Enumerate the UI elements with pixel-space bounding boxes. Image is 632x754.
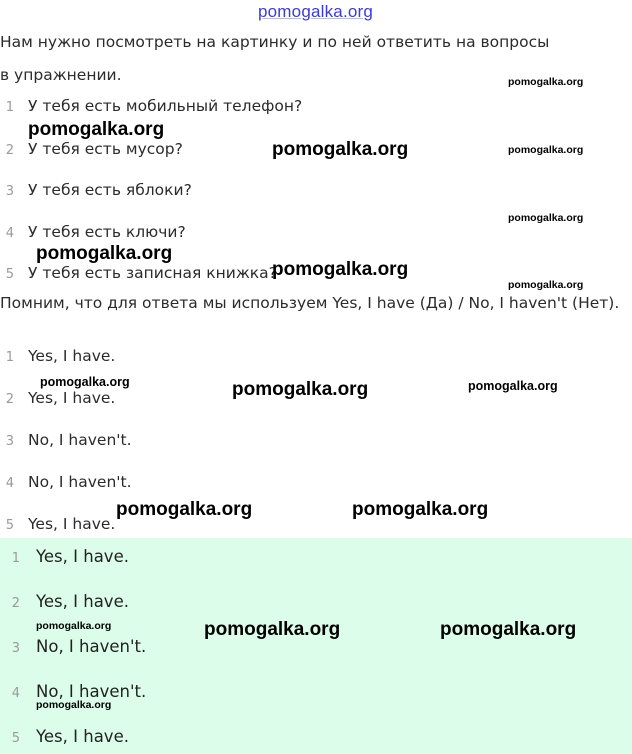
answer-text: Yes, I have. (28, 347, 116, 365)
watermark: pomogalka.org (352, 499, 489, 520)
item-number: 5 (5, 518, 14, 533)
watermark: pomogalka.org (508, 144, 584, 156)
list-item (0, 139, 183, 158)
list-item (0, 514, 115, 533)
watermark: pomogalka.org (40, 375, 130, 389)
watermark: pomogalka.org (508, 279, 584, 291)
item-number: 3 (11, 641, 20, 656)
question-text: У тебя есть яблоки? (28, 181, 192, 199)
list-item (0, 547, 129, 566)
watermark: pomogalka.org (468, 379, 558, 393)
watermark: pomogalka.org (440, 619, 577, 640)
item-number: 1 (5, 350, 14, 365)
item-number: 3 (5, 184, 14, 199)
item-number: 2 (5, 392, 14, 407)
item-number: 3 (5, 434, 14, 449)
list-item (0, 637, 146, 656)
list-item (0, 346, 115, 365)
answer-text: No, I haven't. (28, 431, 132, 449)
item-number: 2 (11, 596, 20, 611)
watermark: pomogalka.org (36, 699, 112, 711)
list-item (0, 727, 129, 746)
site-logo[interactable]: pomogalka.org (258, 2, 374, 21)
list-item (0, 592, 129, 611)
answer-text: Yes, I have. (36, 547, 129, 566)
item-number: 1 (5, 100, 14, 115)
list-item (0, 263, 277, 282)
watermark: pomogalka.org (36, 243, 173, 264)
question-text: У тебя есть ключи? (28, 223, 186, 241)
answer-highlight-box (0, 538, 632, 754)
answer-hint: Помним, что для ответа мы используем Yes, I have (Да) / No, I haven't (Нет). (0, 294, 620, 312)
question-text: У тебя есть мобильный телефон? (28, 97, 303, 115)
question-text: У тебя есть записная книжка? (28, 264, 277, 282)
watermark: pomogalka.org (116, 499, 253, 520)
watermark: pomogalka.org (28, 119, 165, 140)
list-item (0, 96, 302, 115)
watermark: pomogalka.org (272, 259, 409, 280)
intro-text: Нам нужно посмотреть на картинку и по ней ответить на вопросы в упражнении. (0, 33, 550, 84)
answer-text: Yes, I have. (28, 515, 116, 533)
list-item (0, 430, 132, 449)
answer-text: Yes, I have. (36, 592, 129, 611)
answer-text: No, I haven't. (28, 473, 132, 491)
watermark: pomogalka.org (204, 619, 341, 640)
list-item (0, 472, 132, 491)
item-number: 5 (5, 267, 14, 282)
watermark: pomogalka.org (272, 139, 409, 160)
answer-text: Yes, I have. (36, 727, 129, 746)
watermark: pomogalka.org (508, 76, 584, 88)
answer-text: No, I haven't. (36, 682, 147, 701)
item-number: 1 (11, 551, 20, 566)
watermark: pomogalka.org (508, 212, 584, 224)
answer-text: No, I haven't. (36, 637, 147, 656)
watermark: pomogalka.org (232, 379, 369, 400)
question-text: У тебя есть мусор? (28, 140, 183, 158)
item-number: 4 (5, 476, 14, 491)
item-number: 4 (11, 686, 20, 701)
list-item (0, 180, 192, 199)
list-item (0, 222, 186, 241)
item-number: 4 (5, 226, 14, 241)
item-number: 2 (5, 143, 14, 158)
list-item (0, 388, 115, 407)
item-number: 5 (11, 731, 20, 746)
watermark: pomogalka.org (36, 620, 112, 632)
answer-text: Yes, I have. (28, 389, 116, 407)
